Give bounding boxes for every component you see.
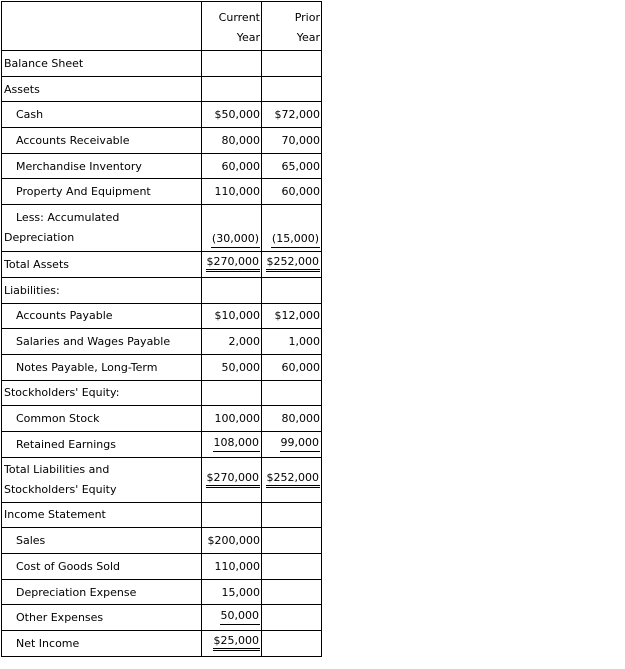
row-label: Common Stock xyxy=(2,406,202,432)
row-label: Accounts Receivable xyxy=(2,128,202,154)
prior-value: 60,000 xyxy=(262,354,322,380)
current-value: 108,000 xyxy=(202,431,262,457)
table-row xyxy=(2,179,322,205)
table-row xyxy=(2,329,322,355)
section-liabilities: Liabilities: xyxy=(2,277,202,303)
header-blank-cell xyxy=(2,2,202,51)
financial-statements-table xyxy=(1,1,322,657)
row-label: Merchandise Inventory xyxy=(2,153,202,179)
row-label: Property And Equipment xyxy=(2,179,202,205)
prior-value: $72,000 xyxy=(262,102,322,128)
prior-value: 60,000 xyxy=(262,179,322,205)
current-value: $270,000 xyxy=(202,252,262,278)
row-label: Accounts Payable xyxy=(2,303,202,329)
prior-value: 99,000 xyxy=(262,431,322,457)
row-label: Total Assets xyxy=(2,252,202,278)
section-row xyxy=(2,502,322,528)
prior-value: 70,000 xyxy=(262,128,322,154)
section-row xyxy=(2,277,322,303)
table-row xyxy=(2,554,322,580)
row-label: Sales xyxy=(2,528,202,554)
prior-value: $12,000 xyxy=(262,303,322,329)
table-row xyxy=(2,605,322,631)
section-assets: Assets xyxy=(2,76,202,102)
table-row xyxy=(2,102,322,128)
current-value: $270,000 xyxy=(202,457,262,502)
table-row xyxy=(2,528,322,554)
current-value: (30,000) xyxy=(202,205,262,252)
table-row xyxy=(2,153,322,179)
prior-value: $252,000 xyxy=(262,457,322,502)
current-value: $200,000 xyxy=(202,528,262,554)
table-row xyxy=(2,579,322,605)
table-row xyxy=(2,406,322,432)
section-row xyxy=(2,51,322,77)
current-value: 110,000 xyxy=(202,554,262,580)
row-label: Cash xyxy=(2,102,202,128)
row-label: Notes Payable, Long-Term xyxy=(2,354,202,380)
table-row xyxy=(2,252,322,278)
current-value: 80,000 xyxy=(202,128,262,154)
prior-value: (15,000) xyxy=(262,205,322,252)
table-row xyxy=(2,631,322,657)
row-label: Salaries and Wages Payable xyxy=(2,329,202,355)
prior-value: 65,000 xyxy=(262,153,322,179)
section-income-statement: Income Statement xyxy=(2,502,202,528)
table-row xyxy=(2,354,322,380)
row-label: Total Liabilities and Stockholders' Equity xyxy=(2,457,202,502)
row-label: Cost of Goods Sold xyxy=(2,554,202,580)
table-row xyxy=(2,128,322,154)
section-equity: Stockholders' Equity: xyxy=(2,380,202,406)
current-value: $10,000 xyxy=(202,303,262,329)
current-value: 60,000 xyxy=(202,153,262,179)
current-value: $50,000 xyxy=(202,102,262,128)
table-row xyxy=(2,303,322,329)
section-balance-sheet: Balance Sheet xyxy=(2,51,202,77)
prior-year-header: Prior Year xyxy=(262,2,322,51)
prior-value: 1,000 xyxy=(262,329,322,355)
current-value: 100,000 xyxy=(202,406,262,432)
current-year-header: Current Year xyxy=(202,2,262,51)
current-value: 50,000 xyxy=(202,605,262,631)
prior-value: $252,000 xyxy=(262,252,322,278)
table-row xyxy=(2,205,322,252)
current-value: 2,000 xyxy=(202,329,262,355)
current-value: 50,000 xyxy=(202,354,262,380)
row-label: Retained Earnings xyxy=(2,431,202,457)
table-row xyxy=(2,431,322,457)
row-label: Other Expenses xyxy=(2,605,202,631)
prior-value: 80,000 xyxy=(262,406,322,432)
section-row xyxy=(2,380,322,406)
section-row xyxy=(2,76,322,102)
current-value: 110,000 xyxy=(202,179,262,205)
row-label: Net Income xyxy=(2,631,202,657)
row-label: Less: Accumulated Depreciation xyxy=(2,205,202,252)
current-value: 15,000 xyxy=(202,579,262,605)
row-label: Depreciation Expense xyxy=(2,579,202,605)
table-row xyxy=(2,457,322,502)
header-row xyxy=(2,2,322,51)
current-value: $25,000 xyxy=(202,631,262,657)
